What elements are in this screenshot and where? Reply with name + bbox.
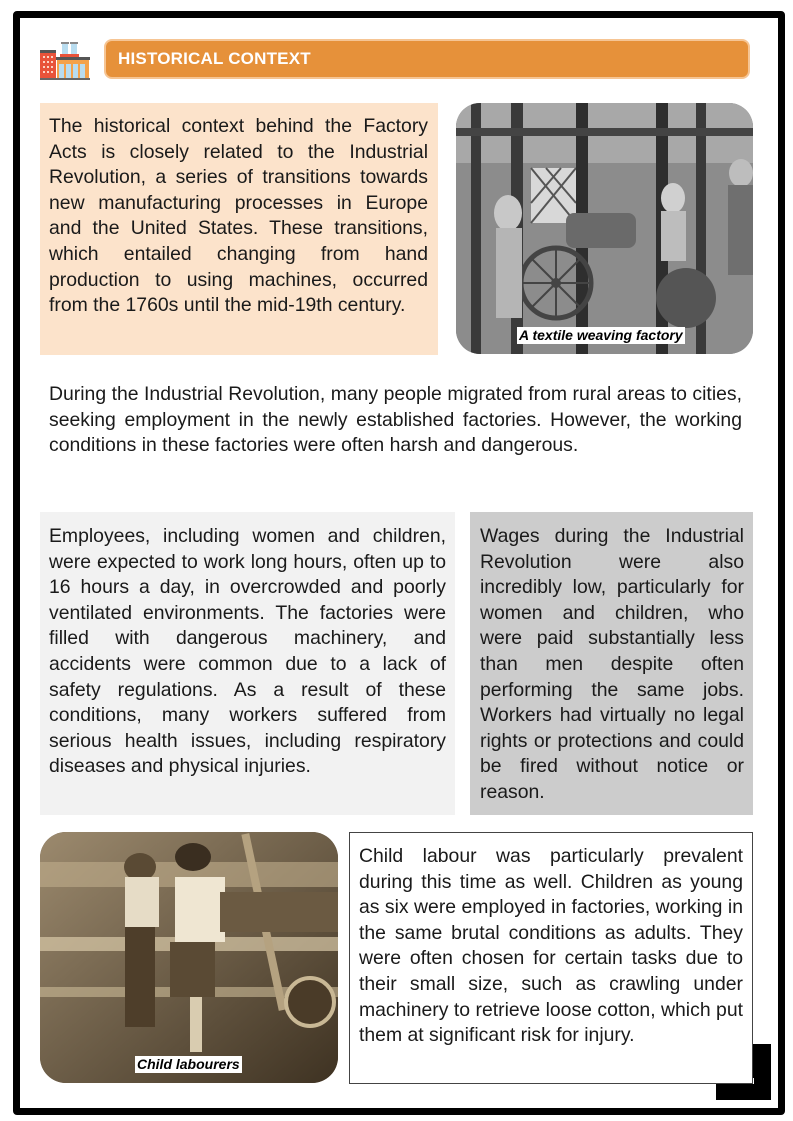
intro-box xyxy=(40,103,438,355)
intro-text: The historical context behind the Factory Acts is closely related to the Industrial Revolution, a series of transitions towards new manufacturing processes in Europe and the United States. These transitions, which entailed changing from hand production to using machines, occurred from the 1760s until the mid-19th century. xyxy=(49,115,428,317)
migration-text: During the Industrial Revolution, many people migrated from rural areas to cities, seeking employment in the newly established factories. However, the working conditions in these factories were often harsh and dangerous. xyxy=(49,383,742,457)
child-labourers-image xyxy=(40,832,338,1083)
weaving-image-caption: A textile weaving factory xyxy=(519,327,683,343)
child-labour-text: Child labour was particularly prevalent during this time as well. Children as young as six were employed in factories, working in the same brutal conditions as adults. They were often chosen for certain tasks due to their small size, such as crawling under machinery to retrieve loose cotton, which put them at significant risk for injury. xyxy=(359,845,743,1047)
section-header-bar xyxy=(104,39,750,79)
child-labourers-caption: Child labourers xyxy=(137,1056,240,1072)
section-title: HISTORICAL CONTEXT xyxy=(118,49,311,68)
weaving-factory-image xyxy=(456,103,753,354)
weaving-illustration xyxy=(456,103,753,354)
child-labour-box xyxy=(349,832,753,1084)
working-conditions-box xyxy=(40,512,455,815)
factory-icon xyxy=(40,42,90,80)
child-labourers-photo xyxy=(40,832,338,1083)
wages-text: Wages during the Industrial Revolution were also incredibly low, particularly for women and children, who were paid substantially less than men despite often performing the same jobs. Workers had virtually no legal rights or protections and could be fired without notice or reason. xyxy=(480,525,744,803)
wages-box xyxy=(470,512,753,815)
working-conditions-text: Employees, including women and children, were expected to work long hours, often up to 16 hours a day, in overcrowded and poorly ventilated environments. The factories were filled with dangerous machinery, and accidents were common due to a lack of safety regulations. As a result of these conditions, many workers suffered from serious health issues, including respiratory diseases and physical injuries. xyxy=(49,525,446,778)
